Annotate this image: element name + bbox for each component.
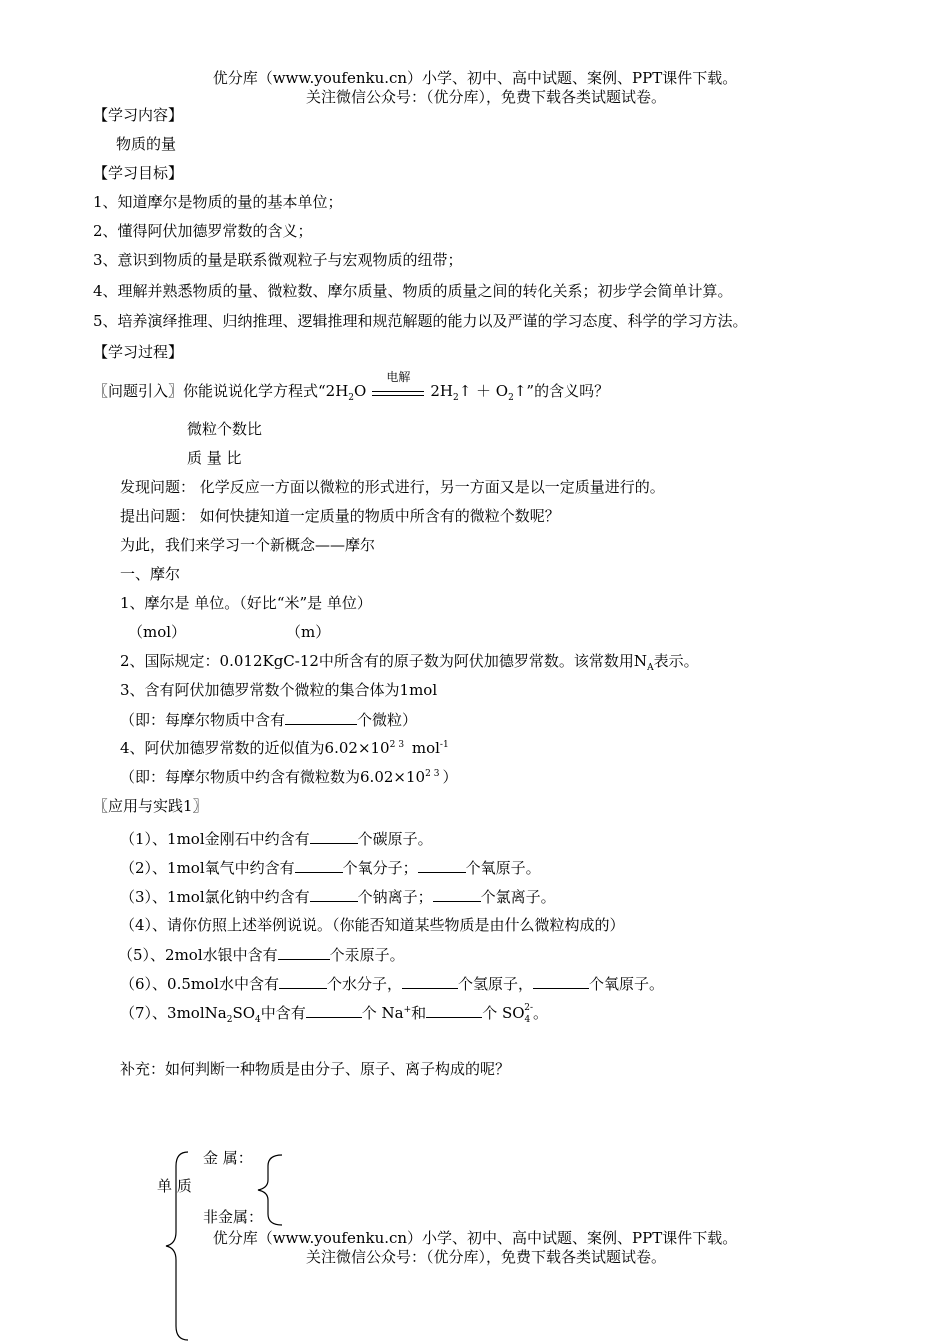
practice-q3: （3）、1mol氯化钠中约含有 个钠离子； 个氯离子。 (120, 888, 556, 906)
ratio-mass: 质 量 比 (187, 449, 242, 467)
raise-text: 提出问题： 如何快捷知道一定质量的物质中所含有的微粒个数呢？ (120, 507, 560, 525)
goal-item: 5、培养演绎推理、归纳推理、逻辑推理和规范解题的能力以及严谨的学习态度、科学的学习方法。 (93, 312, 748, 330)
header-line-1: 优分库（www.youfenku.cn）小学、初中、高中试题、案例、PPT课件下载。 (212, 69, 738, 87)
supplement-text: 补充：如何判断一种物质是由分子、原子、离子构成的呢？ (120, 1060, 511, 1078)
ratio-particle: 微粒个数比 (187, 420, 263, 438)
process-heading: 【学习过程】 (93, 343, 184, 361)
point-1: 1、摩尔是 单位。（好比“米”是 单位） (120, 594, 372, 612)
therefore-text: 为此，我们来学习一个新概念——摩尔 (120, 536, 376, 554)
practice-q6: （6）、0.5mol水中含有 个水分子， 个氢原子， 个氧原子。 (120, 975, 664, 993)
goal-item: 1、知道摩尔是物质的量的基本单位； (93, 193, 343, 211)
unit-mol: （mol） (128, 623, 187, 641)
tree-nonmetal: 非金属： (203, 1208, 264, 1226)
practice-q4: （4）、请你仿照上述举例说说。（你能否知道某些物质是由什么微粒构成的） (120, 916, 625, 934)
discover-text: 发现问题： 化学反应一方面以微粒的形式进行，另一方面又是以一定质量进行的。 (120, 478, 665, 496)
goals-heading: 【学习目标】 (93, 164, 184, 182)
content-text: 物质的量 (116, 135, 177, 153)
tree-metal: 金 属： (203, 1149, 253, 1167)
goal-item: 2、懂得阿伏加德罗常数的含义； (93, 222, 313, 240)
footer-line-1: 优分库（www.youfenku.cn）小学、初中、高中试题、案例、PPT课件下载。 (212, 1229, 738, 1247)
point-3: 3、含有阿伏加德罗常数个微粒的集合体为1mol (120, 681, 438, 699)
content-heading: 【学习内容】 (93, 106, 184, 124)
practice-q2: （2）、1mol氧气中约含有 个氧分子； 个氧原子。 (120, 859, 541, 877)
footer-line-2: 关注微信公众号：（优分库），免费下载各类试题试卷。 (305, 1248, 666, 1266)
section-title: 一、摩尔 (120, 565, 181, 583)
point-4b: （即：每摩尔物质中约含有微粒数为$6.02\times 10^{23}$） (120, 768, 458, 786)
practice-q5: （5）、2mol水银中含有 个汞原子。 (118, 946, 405, 964)
electrolysis-arrow: 电解 (372, 382, 424, 400)
point-3b: （即：每摩尔物质中含有 个微粒） (120, 711, 418, 729)
goal-item: 4、理解并熟悉物质的量、微粒数、摩尔质量、物质的质量之间的转化关系；初步学会简单计算。 (93, 282, 733, 300)
point-2: 2、国际规定：0.012KgC-12中所含有的原子数为阿伏加德罗常数。该常数用$N_A$表示。 (120, 652, 699, 673)
practice-heading: 〖应用与实践1〗 (93, 797, 208, 815)
point-4: 4、阿伏加德罗常数的近似值为$6.02\times 10^{23}$ mol$^{-1}$ (120, 739, 449, 757)
practice-q7: （7）、$3molNa_2SO_4$中含有 个 Na+和 个 $SO_4^{2-}$。 (120, 1003, 549, 1025)
header-line-2: 关注微信公众号：（优分库），免费下载各类试题试卷。 (305, 88, 666, 106)
tree-single: 单 质 (157, 1177, 192, 1195)
practice-q1: （1）、1mol金刚石中约含有 个碳原子。 (120, 830, 433, 848)
unit-m: （m） (286, 623, 331, 641)
question-intro: 〖问题引入〗你能说说化学方程式“$2H_2O$ 电解 $2H_2↑$ ＋ $O_2↑$”的含义吗？ (93, 370, 610, 403)
goal-item: 3、意识到物质的量是联系微观粒子与宏观物质的纽带； (93, 251, 463, 269)
